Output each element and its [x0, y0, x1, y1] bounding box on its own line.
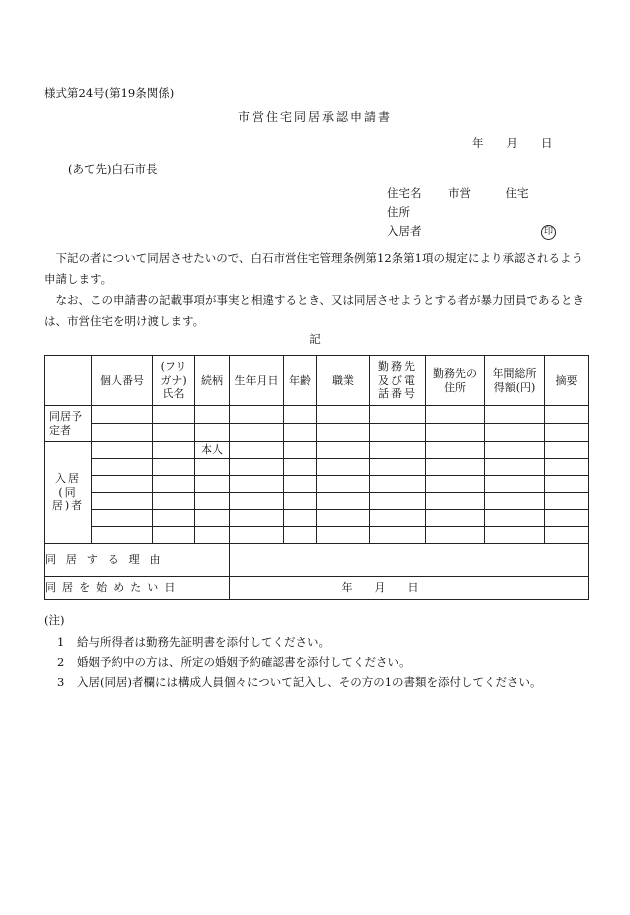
- table-cell[interactable]: [92, 527, 153, 544]
- table-row: [45, 459, 589, 476]
- table-cell[interactable]: [92, 510, 153, 527]
- table-cell[interactable]: [545, 442, 589, 459]
- table-cell[interactable]: [545, 527, 589, 544]
- form-title: 市営住宅同居承認申請書: [237, 110, 392, 124]
- table-cell[interactable]: [485, 476, 545, 493]
- table-cell[interactable]: [317, 459, 370, 476]
- table-cell[interactable]: [370, 424, 426, 442]
- reason-input[interactable]: [230, 544, 589, 577]
- table-cell[interactable]: [153, 406, 195, 424]
- table-cell[interactable]: [230, 442, 284, 459]
- header-name: (フリガナ)氏名: [153, 356, 195, 406]
- table-cell[interactable]: [545, 459, 589, 476]
- start-date-row: [45, 577, 589, 600]
- table-cell[interactable]: [284, 442, 317, 459]
- table-row: [45, 442, 589, 459]
- table-row: [45, 493, 589, 510]
- table-cell[interactable]: [153, 527, 195, 544]
- table-cell[interactable]: [317, 527, 370, 544]
- start-date-value: 年 月 日: [341, 581, 419, 595]
- table-cell[interactable]: [545, 424, 589, 442]
- table-cell[interactable]: [485, 424, 545, 442]
- table-cell[interactable]: [230, 510, 284, 527]
- table-cell[interactable]: [485, 510, 545, 527]
- table-cell[interactable]: [153, 459, 195, 476]
- table-cell[interactable]: [370, 527, 426, 544]
- header-age: 年齢: [284, 356, 317, 406]
- note-number: 3: [57, 675, 65, 689]
- table-cell[interactable]: [370, 406, 426, 424]
- notes-heading: (注): [44, 613, 65, 627]
- header-annual-income: 年間総所得額(円): [485, 356, 545, 406]
- table-cell[interactable]: [485, 527, 545, 544]
- header-birthdate: 生年月日: [230, 356, 284, 406]
- table-cell[interactable]: [153, 476, 195, 493]
- table-cell[interactable]: [370, 510, 426, 527]
- table-cell[interactable]: [230, 493, 284, 510]
- addressee: (あて先)白石市長: [68, 162, 158, 176]
- table-row: [45, 510, 589, 527]
- table-cell[interactable]: [153, 424, 195, 442]
- table-cell[interactable]: [153, 510, 195, 527]
- table-cell[interactable]: [284, 406, 317, 424]
- table-row: [45, 406, 589, 424]
- table-cell[interactable]: [230, 459, 284, 476]
- note-text: 婚姻予約中の方は、所定の婚姻予約確認書を添付してください。: [77, 655, 411, 669]
- table-cell[interactable]: [370, 476, 426, 493]
- table-cell[interactable]: [230, 476, 284, 493]
- table-cell[interactable]: [195, 406, 230, 424]
- table-cell[interactable]: [426, 459, 485, 476]
- resident-label: 入居者: [387, 224, 422, 238]
- pledge-paragraph: なお、この申請書の記載事項が事実と相違するとき、又は同居させようとする者が暴力団員であるときは、市営住宅を明け渡します。: [44, 293, 585, 328]
- start-date-label: 同居を始めたい日: [45, 577, 230, 600]
- table-cell[interactable]: [195, 424, 230, 442]
- table-row: [45, 476, 589, 493]
- header-workplace-phone: 勤務先及び電話番号: [370, 356, 426, 406]
- table-cell[interactable]: [317, 442, 370, 459]
- header-occupation: 職業: [317, 356, 370, 406]
- table-cell[interactable]: [426, 493, 485, 510]
- housing-name-value: 市営 住宅: [448, 186, 529, 200]
- header-blank: [45, 356, 92, 406]
- table-cell[interactable]: [195, 493, 230, 510]
- table-cell[interactable]: [195, 476, 230, 493]
- table-cell[interactable]: [92, 459, 153, 476]
- ki-heading: 記: [309, 332, 321, 346]
- table-cell[interactable]: [485, 493, 545, 510]
- table-cell[interactable]: [545, 493, 589, 510]
- table-cell[interactable]: [284, 493, 317, 510]
- note-number: 2: [57, 655, 65, 669]
- table-cell[interactable]: [195, 459, 230, 476]
- table-cell[interactable]: [230, 406, 284, 424]
- table-cell[interactable]: [426, 510, 485, 527]
- cohabitant-label: 同居予定者: [45, 406, 92, 442]
- table-cell[interactable]: [370, 493, 426, 510]
- header-relation: 続柄: [195, 356, 230, 406]
- table-cell[interactable]: [485, 406, 545, 424]
- table-cell[interactable]: [426, 527, 485, 544]
- table-cell[interactable]: [317, 493, 370, 510]
- table-cell[interactable]: [92, 476, 153, 493]
- seal-mark: [541, 224, 556, 240]
- table-cell[interactable]: [426, 424, 485, 442]
- table-cell[interactable]: [426, 476, 485, 493]
- table-cell[interactable]: [195, 510, 230, 527]
- table-cell[interactable]: [370, 442, 426, 459]
- table-cell[interactable]: [426, 442, 485, 459]
- table-cell[interactable]: [545, 510, 589, 527]
- table-cell[interactable]: [284, 459, 317, 476]
- request-paragraph: 下記の者について同居させたいので、白石市営住宅管理条例第12条第1項の規定により承認されるよう申請します。: [44, 251, 583, 286]
- table-cell[interactable]: [153, 442, 195, 459]
- table-cell[interactable]: [92, 424, 153, 442]
- table-cell[interactable]: [485, 442, 545, 459]
- table-cell[interactable]: [545, 406, 589, 424]
- start-date-input[interactable]: [230, 577, 589, 600]
- date-line: 年 月 日: [472, 136, 553, 150]
- table-cell[interactable]: [317, 476, 370, 493]
- reason-row: [45, 544, 589, 577]
- note-number: 1: [57, 635, 65, 649]
- note-text: 給与所得者は勤務先証明書を添付してください。: [77, 635, 330, 649]
- table-cell[interactable]: [153, 493, 195, 510]
- housing-name-label: 住宅名: [387, 186, 422, 200]
- table-cell[interactable]: [284, 476, 317, 493]
- header-personal-number: 個人番号: [92, 356, 153, 406]
- table-cell[interactable]: [92, 406, 153, 424]
- header-workplace-address: 勤務先の住所: [426, 356, 485, 406]
- honnin-cell: 本人: [195, 442, 230, 459]
- table-cell[interactable]: [545, 476, 589, 493]
- table-cell[interactable]: [370, 459, 426, 476]
- table-header-row: [45, 356, 589, 406]
- table-cell[interactable]: [195, 527, 230, 544]
- application-table: [44, 355, 589, 600]
- table-cell[interactable]: [284, 527, 317, 544]
- form-number: 様式第24号(第19条関係): [44, 86, 175, 100]
- table-cell[interactable]: [230, 527, 284, 544]
- table-cell[interactable]: [317, 510, 370, 527]
- table-cell[interactable]: [426, 406, 485, 424]
- resident-cohabitant-label: 入居(同居)者: [45, 442, 92, 544]
- reason-label: 同居する理由: [45, 544, 230, 577]
- table-row: [45, 527, 589, 544]
- note-text: 入居(同居)者欄には構成人員個々について記入し、その方の1の書類を添付してください。: [77, 675, 542, 689]
- table-cell[interactable]: [485, 459, 545, 476]
- table-cell[interactable]: [230, 424, 284, 442]
- address-label: 住所: [387, 205, 410, 219]
- table-cell[interactable]: [92, 493, 153, 510]
- seal-icon: 印: [541, 225, 556, 240]
- table-cell[interactable]: [317, 406, 370, 424]
- table-row: [45, 424, 589, 442]
- table-cell[interactable]: [317, 424, 370, 442]
- table-cell[interactable]: [284, 510, 317, 527]
- table-cell[interactable]: [92, 442, 153, 459]
- table-cell[interactable]: [284, 424, 317, 442]
- header-remarks: 摘要: [545, 356, 589, 406]
